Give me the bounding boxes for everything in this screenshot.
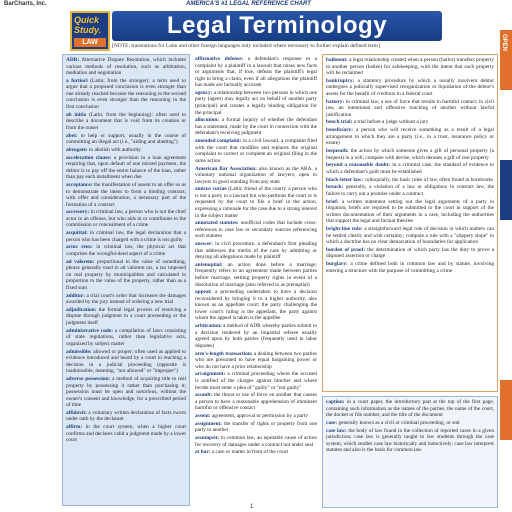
glossary-definition: a legal relationship created when a person (bailor) transfers property to another person (bailee) for safekeeping, with the intent that such property will be reclaimed <box>326 57 494 77</box>
glossary-definition: a defendant's response to a complaint by a plaintiff in a lawsuit that raises new facts or arguments that, if true, defeats the plaintiff's legal right to bring a claim, even if all allegations the plaintiff has made are factually accurate <box>195 56 317 89</box>
glossary-term: annotated statutes: <box>195 220 239 227</box>
glossary-entry <box>195 262 317 288</box>
glossary-definition: the determination of which party has the duty to prove a disputed assertion or charge <box>326 246 495 260</box>
glossary-entry <box>195 117 317 137</box>
glossary-term: brief: <box>326 198 339 205</box>
translation-note: [NOTE: translations for Latin and other foreign languages only included where necessary to further explain defined term] <box>112 43 380 49</box>
glossary-term: burden of proof: <box>326 246 366 253</box>
glossary-entry <box>66 112 186 132</box>
glossary-definition: in the court system, when a higher court confirms and declares valid a judgment made by a lower court <box>66 424 186 444</box>
glossary-entry <box>195 166 317 186</box>
glossary-entry <box>195 449 317 456</box>
glossary-entry <box>195 371 317 391</box>
glossary-entry <box>326 57 494 77</box>
glossary-definition: an action done before a marriage; frequently refers to an agreement made between parties before marriage, settling property rights in event of a dissolution of marriage (also referred to as prenuptial) <box>195 261 318 288</box>
glossary-entry <box>326 199 494 225</box>
logo-text: Quick Study. <box>74 15 102 35</box>
glossary-definition: a dealing between two parties who are presumed to have equal bargaining power or who do not have a prior relationship <box>195 350 317 370</box>
glossary-definition: Alternative Dispute Resolution, which includes various methods of resolution, such as arbitration, mediation and negotiation <box>66 57 186 77</box>
glossary-entry <box>326 177 494 184</box>
glossary-term: accessory: <box>66 209 90 216</box>
glossary-term: bright-line rule: <box>326 226 363 232</box>
top-banner <box>0 0 512 8</box>
glossary-definition: in criminal law, the legal declaration that a person who has been charged with a crime is not guilty <box>66 230 186 243</box>
glossary-term: administrative code: <box>66 327 113 334</box>
glossary-term: assignment: <box>195 420 223 427</box>
glossary-entry <box>326 78 494 98</box>
glossary-entry <box>195 413 317 420</box>
glossary-entry <box>66 293 186 306</box>
glossary-definition: generally, a violation of a law or obligation; in contract law, the failure to carry out a promise under a contract <box>326 184 494 197</box>
glossary-term: agency: <box>195 89 213 96</box>
open-tab-label: OPEN <box>501 34 507 52</box>
glossary-term: antenuptial: <box>195 261 223 268</box>
glossary-box-c-terms <box>322 396 498 508</box>
glossary-entry <box>195 138 317 164</box>
glossary-definition: the body of law found in the collection of reported cases in a given jurisdiction; case law is generally taught to law students through the case system, which studies case law historically and inductively; case law interprets statutes and also is the basis for common law <box>326 427 494 454</box>
glossary-term: acceleration clause: <box>66 154 112 161</box>
glossary-definition: in criminal law, a use of force that results in harmful contact; in civil law, an intentional and offensive touching of another without lawful justification <box>326 98 495 118</box>
glossary-term: a fortiori <box>66 77 88 84</box>
glossary-entry <box>326 247 494 260</box>
glossary-definition: colloquially, the basic rules of law, often found in hornbooks <box>364 176 494 183</box>
glossary-definition: a person who will receive something as a result of a legal arrangement to which they are a party (i.e., in a trust, insurance policy or estate) <box>326 127 494 147</box>
glossary-entry <box>195 56 317 89</box>
glossary-term: burglary: <box>326 261 348 268</box>
glossary-term: case: <box>326 419 338 426</box>
glossary-definition: to abolish with authority <box>89 146 141 153</box>
glossary-term: amended complaint: <box>195 138 242 145</box>
glossary-definition: (Latin; friend of the court): a person who is not a party to a lawsuit but who petitions the court or is requested by the court to file a brief in the action, expressing a rationale for the case due to a strong interest in the subject matter <box>195 186 317 219</box>
glossary-definition: a statutory procedure by which a usually insolvent debtor undergoes a judicially supervised reorganization or liquidation of the debtor's assets for the benefit of creditors in a federal court <box>326 77 494 97</box>
glossary-entry <box>326 127 494 147</box>
glossary-entry <box>66 57 186 77</box>
glossary-definition: a proceeding undertaken to have a decision reconsidered by bringing it to a higher authority, also known as an appellate court; the party challenging the lower court's ruling is the appellant, the party against whom the appeal is taken is the appellee <box>195 289 318 322</box>
glossary-entry <box>66 230 186 243</box>
glossary-term: ADR: <box>66 57 80 63</box>
glossary-entry <box>195 186 317 219</box>
publisher-name: BarCharts, Inc. <box>4 1 47 7</box>
glossary-entry <box>66 209 186 229</box>
glossary-entry <box>66 244 186 257</box>
open-tab-side <box>500 160 512 220</box>
glossary-definition: a compilation of laws consisting of state regulations, rather than legislative acts, organized by subject matter <box>66 327 186 347</box>
glossary-entry <box>66 78 186 111</box>
glossary-term: battery: <box>326 98 345 105</box>
glossary-definition: unofficial codes that include cross-references to case law or secondary sources referencing such statutes <box>195 220 317 240</box>
glossary-entry <box>326 420 494 427</box>
glossary-definition: a formal inquiry of whether the defendant has a statement, made by the court in connection with the defendant's receiving judgment <box>195 117 317 137</box>
glossary-definition: a criminal proceeding where the accused is notified of the charges against him/her and where he/she must enter a plea of "guilty" or "not guilty" <box>195 371 317 391</box>
glossary-term: ab initio <box>66 111 87 118</box>
glossary-term: arraignment: <box>195 371 226 378</box>
glossary-term: case law: <box>326 427 347 434</box>
glossary-term: abrogate: <box>66 146 88 153</box>
title-banner <box>112 11 442 41</box>
glossary-definition: a case or matter in front of the court <box>211 449 288 456</box>
glossary-definition: generally known as a civil or criminal proceeding, or suit <box>338 419 460 426</box>
glossary-column-1 <box>62 54 190 506</box>
glossary-entry <box>326 184 494 197</box>
page-number: 1 <box>250 504 254 510</box>
glossary-entry <box>195 220 317 240</box>
glossary-definition: a method of acquiring title to real property by possessing it rather than purchasing it; possession must be open and notorious, without the owner's consent and knowledge, for a prescribed period of time <box>66 375 187 409</box>
glossary-definition: the action by which someone gives a gift of personal property (a bequest) in a will; compare with devise, which denotes a gift of real property <box>326 148 494 161</box>
glossary-definition: in a civil lawsuit, a complaint filed with the court that modifies and replaces the original complaint to correct or complete an original filing in the same action <box>195 138 317 164</box>
page-title: Legal Terminology <box>166 12 388 39</box>
glossary-definition: in civil procedure, a defendant's first pleading that addresses the merits of the case by admitting or denying all allegations made by plaintiff <box>195 241 318 261</box>
glossary-definition: in criminal law, a person who is not the chief actor in an offense, but who aids in or contributes to the commission or concealment of a crime <box>66 209 186 229</box>
glossary-term: ad valorem: <box>66 258 95 265</box>
glossary-definition: a provision in a loan agreement requiring that, upon default of one missed payment, the debtor is to pay off the entire balance of the loan, rather than pay each installment when due <box>66 154 186 181</box>
glossary-entry <box>66 155 186 181</box>
glossary-entry <box>66 410 186 423</box>
glossary-definition: the formal legal process of resolving a dispute through judgment in a court proceeding or the judgment itself <box>66 306 186 327</box>
glossary-entry <box>66 133 186 146</box>
logo-subject: LAW <box>74 38 106 47</box>
glossary-entry <box>66 349 186 375</box>
glossary-term: appeal: <box>195 289 212 296</box>
tagline: AMERICA'S #1 LEGAL REFERENCE CHART <box>186 1 311 7</box>
glossary-definition: a relationship between two persons in which one party (agent) may legally act on behalf of another party (principal) and creates a legally binding obligation for the principal <box>195 89 317 116</box>
glossary-entry <box>195 421 317 434</box>
glossary-definition: also known as the ABA, a voluntary national organization of lawyers; open to lawyers in good standing from any state <box>195 165 318 185</box>
glossary-term: adjudication: <box>66 306 97 313</box>
glossary-definition: a straightforward legal rule of decision in which matters can be settled clearly and with certainty; compare a rule with a "slippery slope" in which a doctrine has no clear demarcation of boundaries for application <box>326 226 494 246</box>
glossary-entry <box>195 289 317 322</box>
glossary-definition: a written statement setting out the legal arguments of a party in litigation; briefs are required to be submitted to the court in support of the written documentation of their arguments in a case, including the authorities that support the legal and factual theories <box>326 198 494 225</box>
glossary-term: assent: <box>195 413 211 420</box>
glossary-term: bailment: <box>326 57 348 63</box>
glossary-entry <box>326 148 494 161</box>
glossary-term: allocution: <box>195 117 220 124</box>
glossary-term: beneficiary: <box>326 127 354 134</box>
glossary-entry <box>195 435 317 448</box>
glossary-term: answer: <box>195 241 213 248</box>
glossary-term: admissible: <box>66 348 92 355</box>
glossary-entry <box>195 90 317 116</box>
glossary-entry <box>195 392 317 412</box>
glossary-term: black-letter law: <box>326 176 364 183</box>
glossary-definition: to help or support, usually in the course of committing an illegal act (i.e., "aiding and abetting") <box>66 132 186 146</box>
open-tab-side-lower <box>500 380 512 440</box>
glossary-entry <box>66 424 186 444</box>
glossary-definition: a trial before a judge without a jury <box>353 119 429 126</box>
glossary-term: abet: <box>66 132 78 139</box>
glossary-box-b-terms <box>322 54 498 392</box>
glossary-term: affidavit: <box>66 409 87 416</box>
glossary-term: assumpsit: <box>195 435 220 442</box>
glossary-entry <box>326 428 494 454</box>
glossary-definition: (Latin; from the stronger): a term used to argue that a proposed conclusion is even stronger than one already reached because the reasoning in the second conclusion is even stronger than the reasoning in the first conclusion <box>66 77 186 111</box>
glossary-definition: the threat or use of force on another that causes a person to have a reasonable apprehension of imminent harmful or offensive contact <box>195 392 317 412</box>
glossary-term: beyond a reasonable doubt: <box>326 162 391 169</box>
glossary-definition: the transfer of rights or property from one party to another <box>195 420 317 434</box>
glossary-definition: proportional to the value of something; phrase generally used in ad valorem tax, a tax imposed on real property by municipalities and calculated in proportion to the value of the property, rather than as a fixed sum <box>66 258 187 291</box>
glossary-definition: allowed or proper; often used as applied to evidence introduced and heard by a court in reaching a decision in a judicial proceeding (opposite is inadmissible, meaning, "not allowed" or "improper") <box>66 348 186 375</box>
glossary-definition: a voluntary written declaration of facts sworn under oath by the declarant <box>66 409 186 423</box>
glossary-term: American Bar Association: <box>195 165 258 172</box>
glossary-term: amicus curiae <box>195 186 227 193</box>
quickstudy-logo <box>70 11 110 51</box>
glossary-term: breach: <box>326 184 344 191</box>
glossary-definition: (Latin; from the beginning): often used to describe a document that is void from its creation or from the outset <box>66 111 186 131</box>
glossary-term: affirm: <box>66 424 83 431</box>
glossary-entry <box>195 323 317 349</box>
glossary-term: acceptance: <box>66 181 93 188</box>
glossary-entry <box>66 182 186 208</box>
glossary-entry <box>195 241 317 261</box>
glossary-entry <box>66 147 186 154</box>
glossary-term: arbitration: <box>195 323 222 330</box>
glossary-definition: a method of ADR whereby parties submit to a decision rendered by an impartial referee usually agreed upon by both parties (frequently used in labor disputes) <box>195 323 318 349</box>
glossary-column-2 <box>192 54 320 506</box>
glossary-definition: in common law, an equitable cause of action for recovery of damages under a contract not under seal <box>195 435 317 448</box>
glossary-definition: the manifestation of assent to an offer so as to demonstrate the intent to form a binding contract; with offer and consideration, a necessary part of the formation of a contract <box>66 181 186 208</box>
glossary-entry <box>326 399 494 419</box>
glossary-definition: in criminal law, the physical act that comprises the wrongful-deed aspect of a crime <box>66 244 186 257</box>
glossary-definition: a trial court's order that increases the damages awarded by the jury instead of ordering a new trial <box>66 292 186 306</box>
glossary-entry <box>326 119 494 126</box>
glossary-entry <box>66 259 186 292</box>
glossary-term: bequeath: <box>326 148 349 155</box>
glossary-definition: in a criminal case, the standard of evidence to which a defendant's guilt must be established <box>326 162 495 175</box>
glossary-definition: a crime defined both in common law and by statute, involving entering a structure with the purpose of committing a crime <box>326 261 494 274</box>
glossary-term: bankruptcy: <box>326 77 355 84</box>
glossary-entry <box>326 261 494 274</box>
glossary-term: acquittal: <box>66 230 88 237</box>
glossary-entry <box>326 99 494 119</box>
glossary-term: bench trial: <box>326 119 353 126</box>
glossary-entry <box>66 376 186 409</box>
glossary-term: assault: <box>195 392 213 399</box>
glossary-term: actus reus: <box>66 244 93 251</box>
glossary-term: adverse possession: <box>66 375 111 382</box>
glossary-definition: in a court paper, the introductory part at the top of the first page, containing such information as the names of the parties, the name of the court, the docket or file number, and the title of the document <box>326 399 494 419</box>
glossary-term: affirmative defense: <box>195 56 244 62</box>
glossary-entry <box>326 226 494 246</box>
glossary-term: arm's-length transaction: <box>195 350 253 357</box>
glossary-term: at bar: <box>195 449 211 456</box>
glossary-term: additur: <box>66 292 85 299</box>
glossary-definition: agreement, approval or permission by a party <box>211 413 308 420</box>
glossary-term: caption: <box>326 399 345 405</box>
glossary-entry <box>326 162 494 175</box>
glossary-entry <box>66 328 186 348</box>
glossary-entry <box>66 307 186 327</box>
glossary-entry <box>195 351 317 371</box>
open-tab-top <box>500 30 512 90</box>
